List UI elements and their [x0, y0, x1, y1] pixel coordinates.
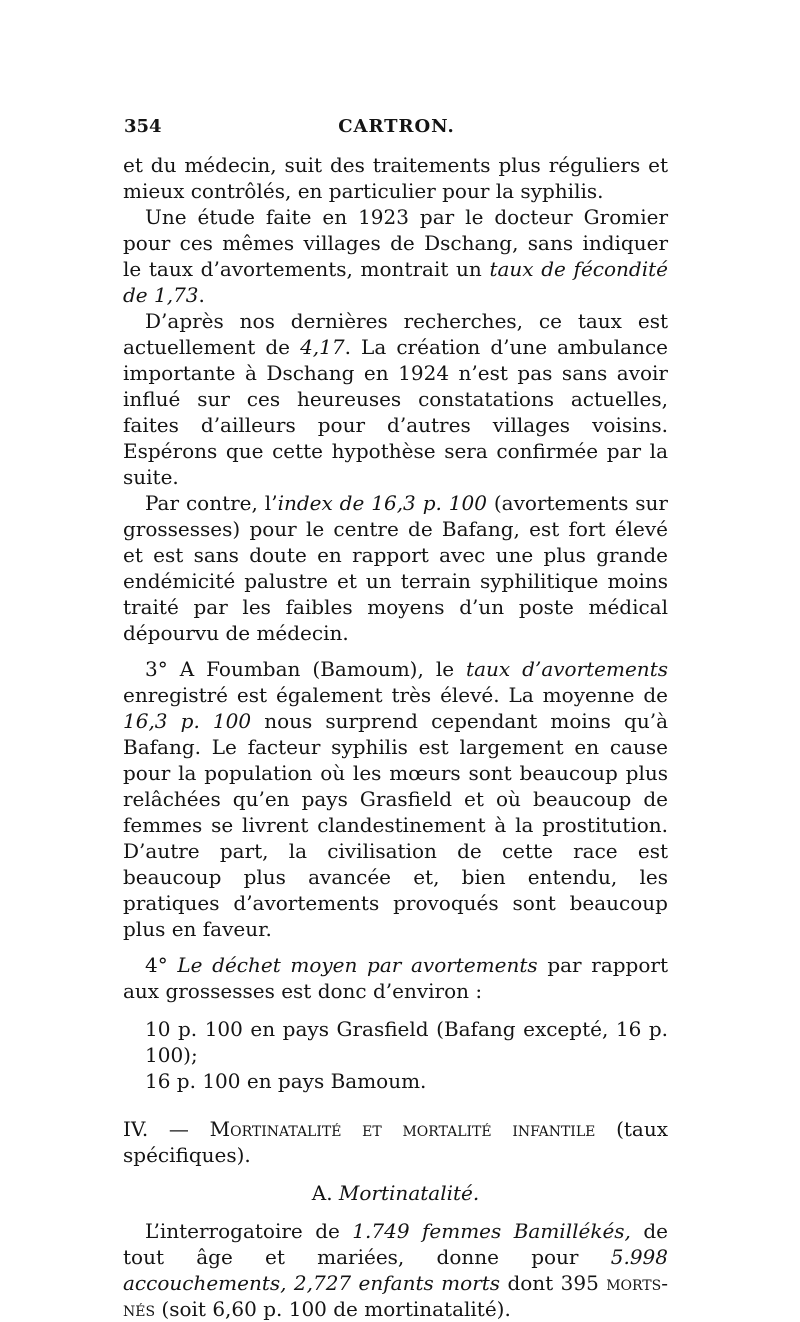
list-item: 16 p. 100 en pays Bamoum. [145, 1069, 427, 1093]
paragraph-text: enregistré est également très élevé. La moyenne de [123, 683, 668, 707]
section-heading [123, 1116, 668, 1168]
paragraph-text: de tout âge et mariées, donne pour [123, 1219, 668, 1269]
paragraph-text: . [198, 283, 205, 307]
paragraph-text: dont 395 [500, 1271, 607, 1295]
paragraph [123, 656, 668, 942]
paragraph [123, 308, 668, 490]
page-header [124, 116, 669, 144]
paragraph [123, 1218, 668, 1322]
page-number: 354 [124, 116, 162, 137]
small-caps-term: morts-nés [123, 1271, 668, 1321]
section-title: Mortinatalité et mortalité infantile [209, 1117, 596, 1141]
emphasis: 5.998 accouchements, 2,727 enfants morts [123, 1245, 668, 1295]
paragraph-text: D’après nos dernières recherches, ce taux est actuellement de [123, 309, 668, 359]
paragraph [123, 490, 668, 646]
emphasis: 16,3 p. 100 [123, 709, 252, 733]
paragraph-text: et du médecin, suit des traitements plus réguliers et mieux contrôlés, en particulier pour la syphilis. [123, 153, 668, 203]
paragraph-text: 3° A Foumban (Bamoum), le [145, 657, 467, 681]
list-item: 10 p. 100 en pays Grasfield (Bafang excepté, 16 p. 100); [145, 1017, 668, 1067]
paragraph-text: nous surprend cependant moins qu’à Bafang. Le facteur syphilis est largement en cause pour la population où les mœurs sont beaucoup plus relâchées qu’en pays Grasfield et où beaucoup de femmes se livrent clandestinement à la prostitution. D’autre part, la civilisation de cette race est beaucoup plus avancée et, bien entendu, les pratiques d’avortements provoqués sont beaucoup plus en faveur. [123, 709, 668, 941]
body-text [123, 152, 668, 1322]
paragraph-text: Par contre, l’ [145, 491, 278, 515]
paragraph [123, 952, 668, 1004]
emphasis: Le déchet moyen par avortements [177, 953, 538, 977]
subsection-title: Mortinatalité. [338, 1181, 480, 1205]
paragraph-text: . La création d’une ambulance importante à Dschang en 1924 n’est pas sans avoir influé sur ces heureuses constatations actuelles, faites d’ailleurs pour d’autres villages voisins. Espérons que cette hypothèse sera confirmée par la suite. [123, 335, 668, 489]
section-title-suffix: (taux spécifiques). [123, 1117, 669, 1167]
section-number: IV. — [123, 1117, 210, 1141]
emphasis: index de 16,3 p. 100 [277, 491, 487, 515]
paragraph-text: 4° [145, 953, 178, 977]
paragraph-text: (avortements sur grossesses) pour le centre de Bafang, est fort élevé et est sans doute en rapport avec une plus grande endémicité palustre et un terrain syphilitique moins traité par les faibles moyens d’un poste médical dépourvu de médecin. [123, 491, 668, 645]
paragraph-text: Une étude faite en 1923 par le docteur Gromier pour ces mêmes villages de Dschang, sans indiquer le taux d’avortements, montrait un [123, 205, 668, 281]
subsection-letter: A. [311, 1181, 339, 1205]
paragraph [123, 204, 668, 308]
paragraph-text: L’interrogatoire de [145, 1219, 353, 1243]
emphasis: taux de fécondité de 1,73 [123, 257, 668, 307]
subsection-heading [123, 1180, 668, 1206]
emphasis: 4,17 [300, 335, 345, 359]
paragraph-text: (soit 6,60 p. 100 de mortinatalité). [155, 1297, 511, 1321]
running-title: CARTRON. [338, 116, 455, 137]
paragraph-text: par rapport aux grossesses est donc d’environ : [123, 953, 668, 1003]
emphasis: taux d’avortements [466, 657, 668, 681]
emphasis: 1.749 femmes Bamillékés, [352, 1219, 631, 1243]
paragraph [123, 152, 668, 204]
